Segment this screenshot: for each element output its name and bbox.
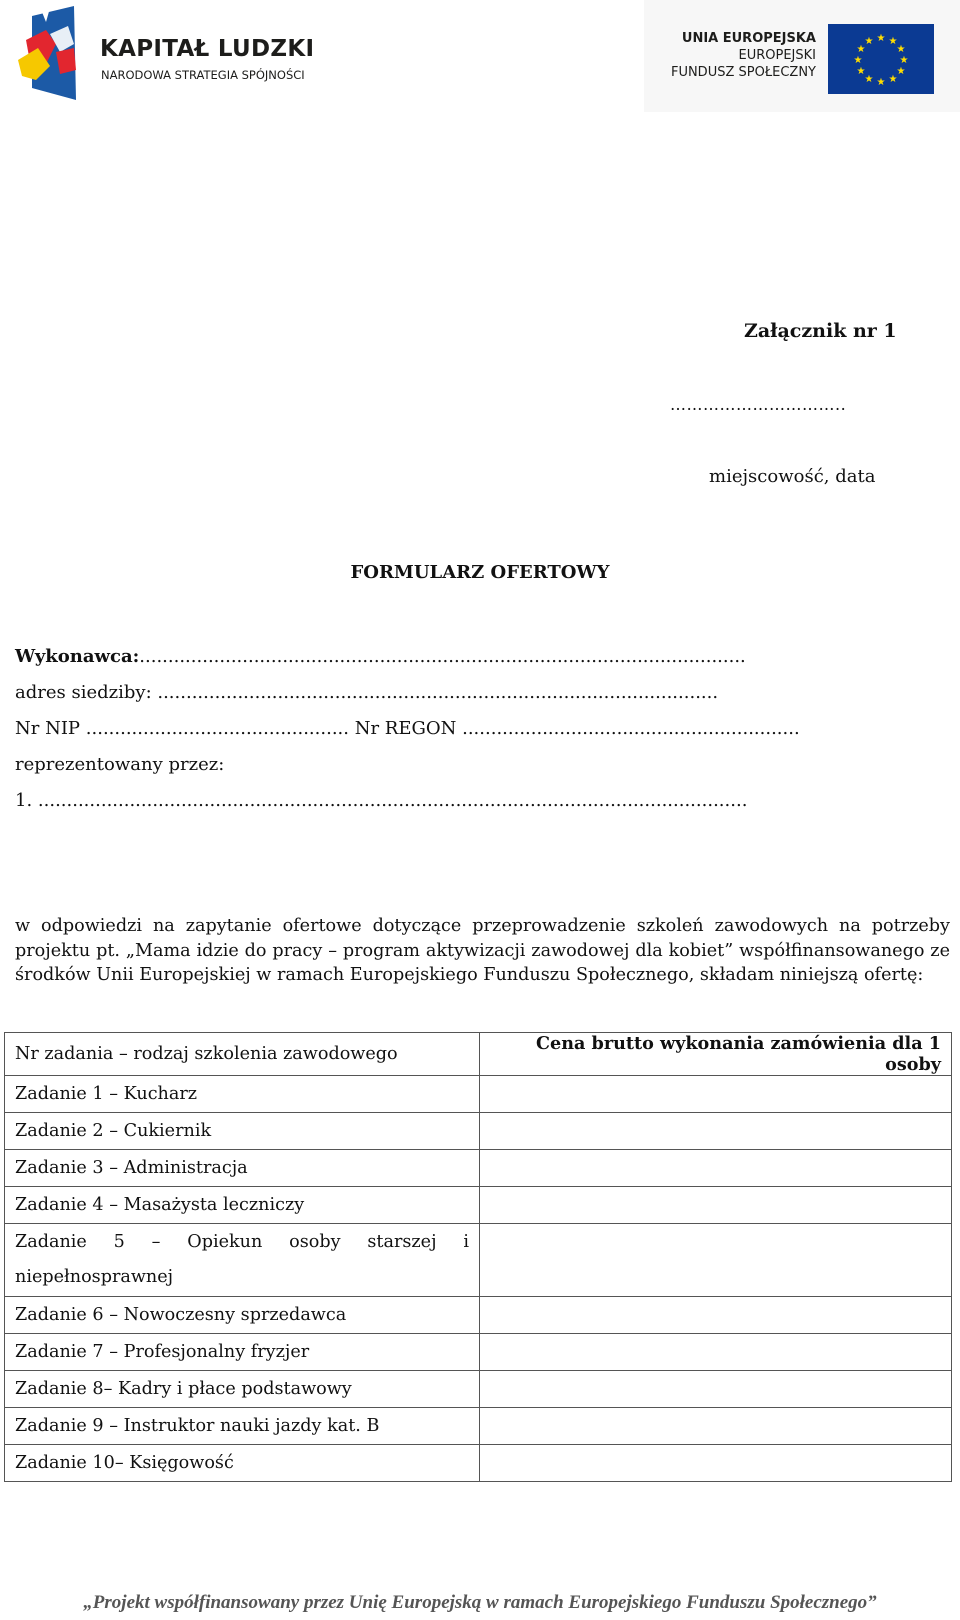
- price-cell[interactable]: [480, 1445, 952, 1482]
- contractor-field: [15, 646, 746, 667]
- table-row: [5, 1408, 952, 1445]
- task-name-cell: Zadanie 4 – Masażysta leczniczy: [5, 1187, 480, 1224]
- date-placeholder: …………………………..: [670, 395, 847, 414]
- svg-text:★: ★: [864, 36, 874, 47]
- table-row: [5, 1371, 952, 1408]
- svg-text:★: ★: [856, 44, 866, 55]
- price-cell[interactable]: [480, 1334, 952, 1371]
- svg-text:★: ★: [896, 66, 906, 77]
- table-row: [5, 1187, 952, 1224]
- nip-label: Nr NIP: [15, 718, 86, 739]
- rep1-dot-tail: .: [741, 790, 748, 811]
- eu-logo-line2: EUROPEJSKI: [738, 48, 816, 63]
- intro-paragraph: w odpowiedzi na zapytanie ofertowe dotyczące przeprowadzenie szkoleń zawodowych na potrzeby projektu pt. „Mama idzie do pracy – program aktywizacji zawodowej dla kobiet” współfinansowanego ze środków Unii Europejskiej w ramach Europejskiego Funduszu Społecznego, składam niniejszą ofertę:: [15, 916, 950, 985]
- svg-text:★: ★: [876, 33, 886, 44]
- address-dots: ..................................................................................................: [157, 682, 719, 703]
- table-row: [5, 1076, 952, 1113]
- svg-text:★: ★: [888, 36, 898, 47]
- table-header-price: Cena brutto wykonania zamówienia dla 1 osoby: [480, 1033, 952, 1076]
- kapital-ludzki-logo: [16, 4, 316, 104]
- regon-label: Nr REGON: [354, 718, 463, 739]
- eu-flag-icon: [828, 24, 934, 94]
- price-cell[interactable]: [480, 1297, 952, 1334]
- rep1-dots: ...........................................................................................................................: [37, 790, 742, 811]
- svg-text:★: ★: [876, 77, 886, 88]
- task-name-cell: Zadanie 6 – Nowoczesny sprzedawca: [5, 1297, 480, 1334]
- task-name-cell: Zadanie 9 – Instruktor nauki jazdy kat. B: [5, 1408, 480, 1445]
- task-name-cell: Zadanie 8– Kadry i płace podstawowy: [5, 1371, 480, 1408]
- representative-1-field: [15, 790, 747, 811]
- offer-table: [4, 1032, 952, 1482]
- contractor-dots: ..........................................................................................................: [139, 646, 746, 667]
- svg-text:★: ★: [888, 74, 898, 85]
- task-name-cell: Zadanie 10– Księgowość: [5, 1445, 480, 1482]
- task-name-cell: Zadanie 2 – Cukiernik: [5, 1113, 480, 1150]
- eu-logo-text: [671, 30, 816, 81]
- price-cell[interactable]: [480, 1076, 952, 1113]
- address-label: adres siedziby:: [15, 682, 158, 703]
- price-cell[interactable]: [480, 1113, 952, 1150]
- table-row: [5, 1334, 952, 1371]
- regon-dots: ...........................................................: [462, 718, 800, 739]
- task-name-cell: Zadanie 5 – Opiekun osoby starszej i niepełnosprawnej: [5, 1224, 480, 1297]
- table-header-task: Nr zadania – rodzaj szkolenia zawodowego: [5, 1033, 480, 1076]
- table-header-row: [5, 1033, 952, 1076]
- table-row: [5, 1150, 952, 1187]
- eu-efs-logo: [644, 0, 960, 112]
- form-title: FORMULARZ OFERTOWY: [350, 562, 610, 583]
- svg-text:★: ★: [853, 55, 863, 66]
- place-date-label: miejscowość, data: [709, 466, 876, 487]
- table-row: [5, 1113, 952, 1150]
- price-cell[interactable]: [480, 1150, 952, 1187]
- price-cell[interactable]: [480, 1224, 952, 1297]
- svg-text:★: ★: [896, 44, 906, 55]
- represented-label: reprezentowany przez:: [15, 754, 225, 775]
- task-name-cell: Zadanie 1 – Kucharz: [5, 1076, 480, 1113]
- svg-text:★: ★: [864, 74, 874, 85]
- nip-regon-field: [15, 718, 800, 739]
- svg-text:★: ★: [856, 66, 866, 77]
- footer-note: „Projekt współfinansowany przez Unię Europejską w ramach Europejskiego Funduszu Społecznego”: [83, 1592, 877, 1613]
- task-name-cell: Zadanie 7 – Profesjonalny fryzjer: [5, 1334, 480, 1371]
- kapital-ludzki-title: KAPITAŁ LUDZKI: [100, 36, 315, 62]
- address-field: [15, 682, 718, 703]
- attachment-label: Załącznik nr 1: [744, 320, 897, 342]
- table-row: [5, 1445, 952, 1482]
- table-row: [5, 1224, 952, 1297]
- nip-dots: ..............................................: [85, 718, 349, 739]
- contractor-label: Wykonawca:: [15, 646, 140, 667]
- price-cell[interactable]: [480, 1371, 952, 1408]
- task-name-cell: Zadanie 3 – Administracja: [5, 1150, 480, 1187]
- rep1-label: 1.: [15, 790, 38, 811]
- eu-logo-line1: UNIA EUROPEJSKA: [681, 31, 816, 46]
- price-cell[interactable]: [480, 1408, 952, 1445]
- eu-logo-line3: FUNDUSZ SPOŁECZNY: [670, 65, 816, 80]
- kapital-ludzki-emblem-icon: [16, 4, 96, 104]
- kapital-ludzki-subtitle: NARODOWA STRATEGIA SPÓJNOŚCI: [101, 68, 305, 82]
- table-row: [5, 1297, 952, 1334]
- svg-text:★: ★: [899, 55, 909, 66]
- price-cell[interactable]: [480, 1187, 952, 1224]
